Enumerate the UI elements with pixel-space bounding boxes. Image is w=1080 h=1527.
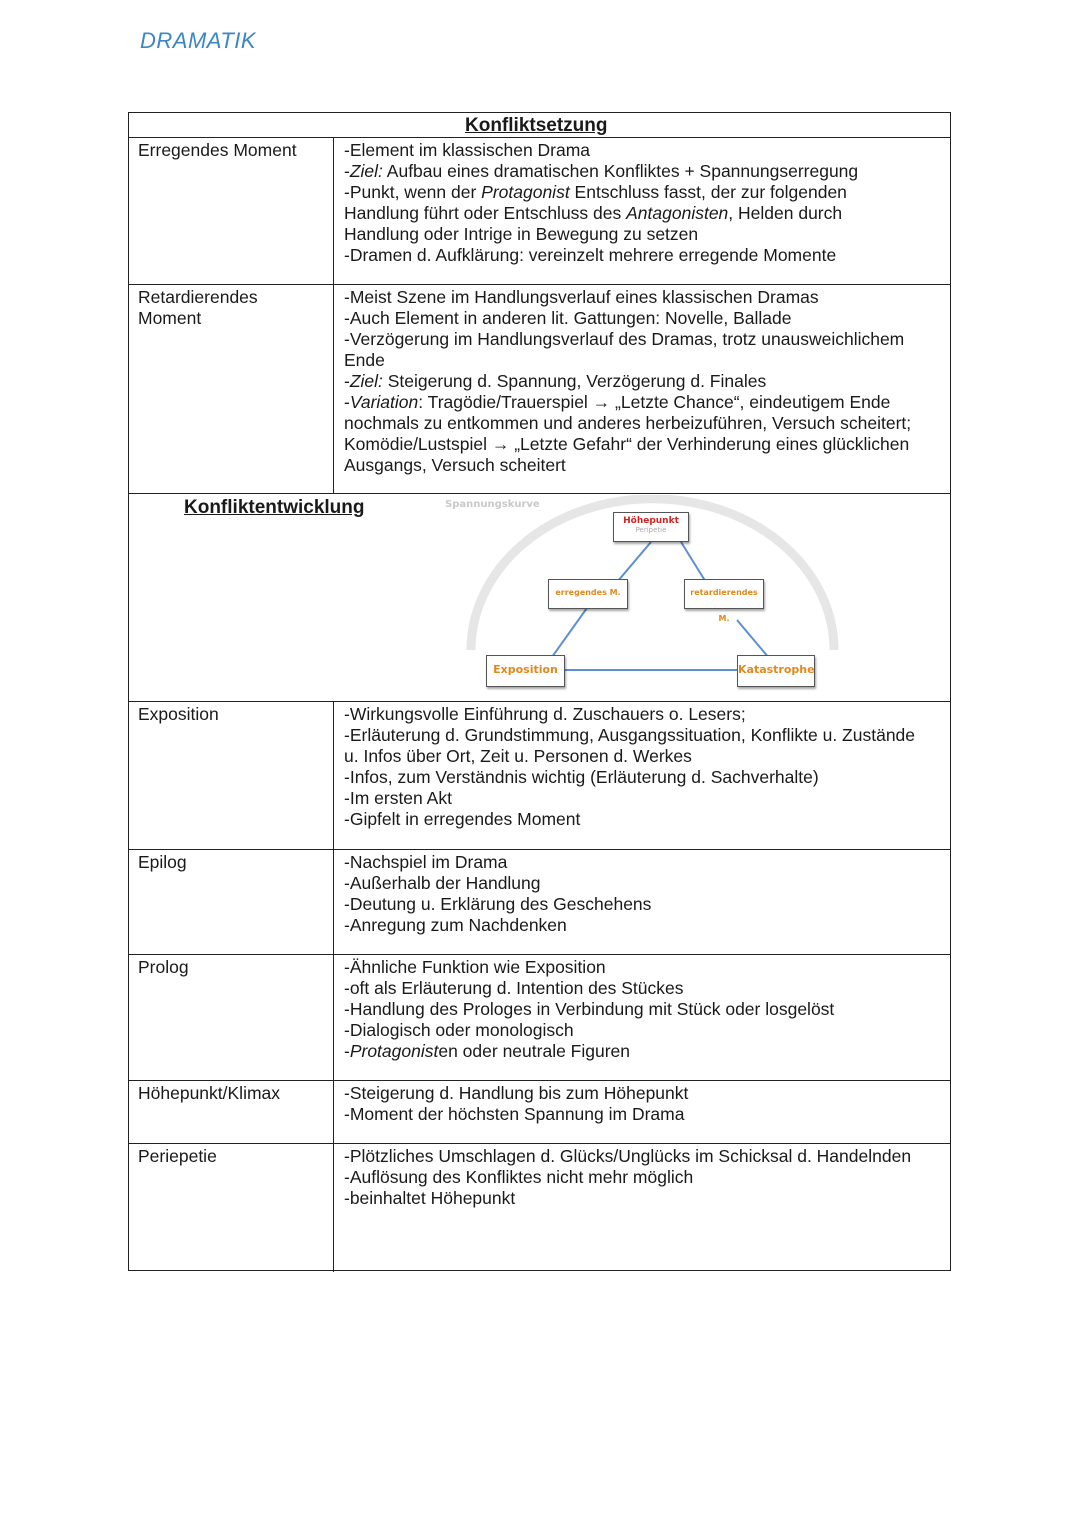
- spannungskurve-diagram: [429, 495, 859, 695]
- desc-epilog: [344, 852, 949, 936]
- desc-line: u. Infos über Ort, Zeit u. Personen d. Werkes: [344, 746, 692, 766]
- term-retardierendes-moment: [138, 287, 328, 329]
- column-divider: [333, 701, 334, 1272]
- desc-line: -Dialogisch oder monologisch: [344, 1020, 574, 1040]
- desc-line: -Wirkungsvolle Einführung d. Zuschauers o. Lesers;: [344, 704, 746, 724]
- desc-line: -Ziel: Steigerung d. Spannung, Verzögerung d. Finales: [344, 371, 767, 391]
- desc-line: -Erläuterung d. Grundstimmung, Ausgangssituation, Konflikte u. Zustände: [344, 725, 916, 745]
- box-label: Höhepunkt: [623, 516, 679, 526]
- desc-line: -Punkt, wenn der Protagonist Entschluss fasst, der zur folgenden: [344, 182, 847, 202]
- desc-line: -Meist Szene im Handlungsverlauf eines klassischen Dramas: [344, 287, 819, 307]
- term-epilog: Epilog: [138, 852, 187, 872]
- desc-line: Handlung oder Intrige in Bewegung zu setzen: [344, 224, 699, 244]
- diagram-caption: Spannungskurve: [445, 499, 540, 510]
- term-periepetie: Periepetie: [138, 1146, 217, 1166]
- desc-line: Handlung führt oder Entschluss des Antagonisten, Helden durch: [344, 203, 843, 223]
- desc-line: -Im ersten Akt: [344, 788, 452, 808]
- column-divider: [333, 137, 334, 493]
- box-hoehepunkt: [613, 512, 689, 542]
- table-rule: [129, 1143, 950, 1144]
- desc-line: -Anregung zum Nachdenken: [344, 915, 567, 935]
- desc-line: -Ziel: Aufbau eines dramatischen Konfliktes + Spannungserregung: [344, 161, 859, 181]
- table-rule: [129, 701, 950, 702]
- desc-erregendes-moment: [344, 140, 949, 266]
- box-exposition: Exposition: [486, 655, 565, 687]
- desc-line: -Protagonisten oder neutrale Figuren: [344, 1041, 631, 1061]
- term-prolog: Prolog: [138, 957, 189, 977]
- desc-hoehepunkt-klimax: [344, 1083, 949, 1125]
- desc-line: -Nachspiel im Drama: [344, 852, 508, 872]
- desc-line: -Außerhalb der Handlung: [344, 873, 541, 893]
- term-exposition: Exposition: [138, 704, 219, 724]
- desc-line: -Plötzliches Umschlagen d. Glücks/Unglücks im Schicksal d. Handelnden: [344, 1146, 912, 1166]
- table-rule: [129, 284, 950, 285]
- table-rule: [129, 493, 950, 494]
- desc-line: Komödie/Lustspiel → „Letzte Gefahr“ der Verhinderung eines glücklichen: [344, 434, 910, 454]
- desc-line: -Handlung des Prologes in Verbindung mit Stück oder losgelöst: [344, 999, 835, 1019]
- desc-prolog: [344, 957, 949, 1062]
- desc-exposition: [344, 704, 949, 830]
- box-retardierendes: retardierendes M.: [684, 579, 764, 609]
- desc-line: -Dramen d. Aufklärung: vereinzelt mehrere erregende Momente: [344, 245, 837, 265]
- box-erregendes: erregendes M.: [548, 579, 628, 609]
- desc-line: -Element im klassischen Drama: [344, 140, 591, 160]
- table-rule: [129, 1080, 950, 1081]
- term-line: Moment: [138, 308, 202, 328]
- desc-line: -Gipfelt in erregendes Moment: [344, 809, 581, 829]
- desc-line: -Auch Element in anderen lit. Gattungen: Novelle, Ballade: [344, 308, 792, 328]
- desc-retardierendes-moment: [344, 287, 949, 476]
- desc-line: -Deutung u. Erklärung des Geschehens: [344, 894, 652, 914]
- box-katastrophe: Katastrophe: [737, 655, 815, 687]
- box-sublabel: Peripetie: [635, 526, 667, 534]
- desc-line: -Infos, zum Verständnis wichtig (Erläuterung d. Sachverhalte): [344, 767, 819, 787]
- desc-line: -Auflösung des Konfliktes nicht mehr möglich: [344, 1167, 694, 1187]
- desc-line: -Moment der höchsten Spannung im Drama: [344, 1104, 685, 1124]
- desc-line: -Steigerung d. Handlung bis zum Höhepunkt: [344, 1083, 689, 1103]
- desc-line: Ausgangs, Versuch scheitert: [344, 455, 566, 475]
- desc-line: -Verzögerung im Handlungsverlauf des Dramas, trotz unausweichlichem: [344, 329, 905, 349]
- desc-line: nochmals zu entkommen und anderes herbeizuführen, Versuch scheitert;: [344, 413, 912, 433]
- term-erregendes-moment: Erregendes Moment: [138, 140, 297, 160]
- table-rule: [129, 137, 950, 138]
- heading-konfliktsetzung: Konfliktsetzung: [465, 115, 608, 136]
- document-title: DRAMATIK: [140, 28, 257, 53]
- desc-periepetie: [344, 1146, 949, 1209]
- heading-konfliktentwicklung: Konfliktentwicklung: [184, 497, 365, 518]
- desc-line: Ende: [344, 350, 385, 370]
- desc-line: -Variation: Tragödie/Trauerspiel → „Letzte Chance“, eindeutigem Ende: [344, 392, 891, 412]
- dramatik-table: [128, 112, 951, 1271]
- desc-line: -beinhaltet Höhepunkt: [344, 1188, 516, 1208]
- desc-line: -Ähnliche Funktion wie Exposition: [344, 957, 606, 977]
- table-rule: [129, 849, 950, 850]
- connector-line: [737, 620, 769, 658]
- term-line: Retardierendes: [138, 287, 258, 307]
- desc-line: -oft als Erläuterung d. Intention des Stückes: [344, 978, 684, 998]
- term-hoehepunkt-klimax: Höhepunkt/Klimax: [138, 1083, 281, 1103]
- table-rule: [129, 954, 950, 955]
